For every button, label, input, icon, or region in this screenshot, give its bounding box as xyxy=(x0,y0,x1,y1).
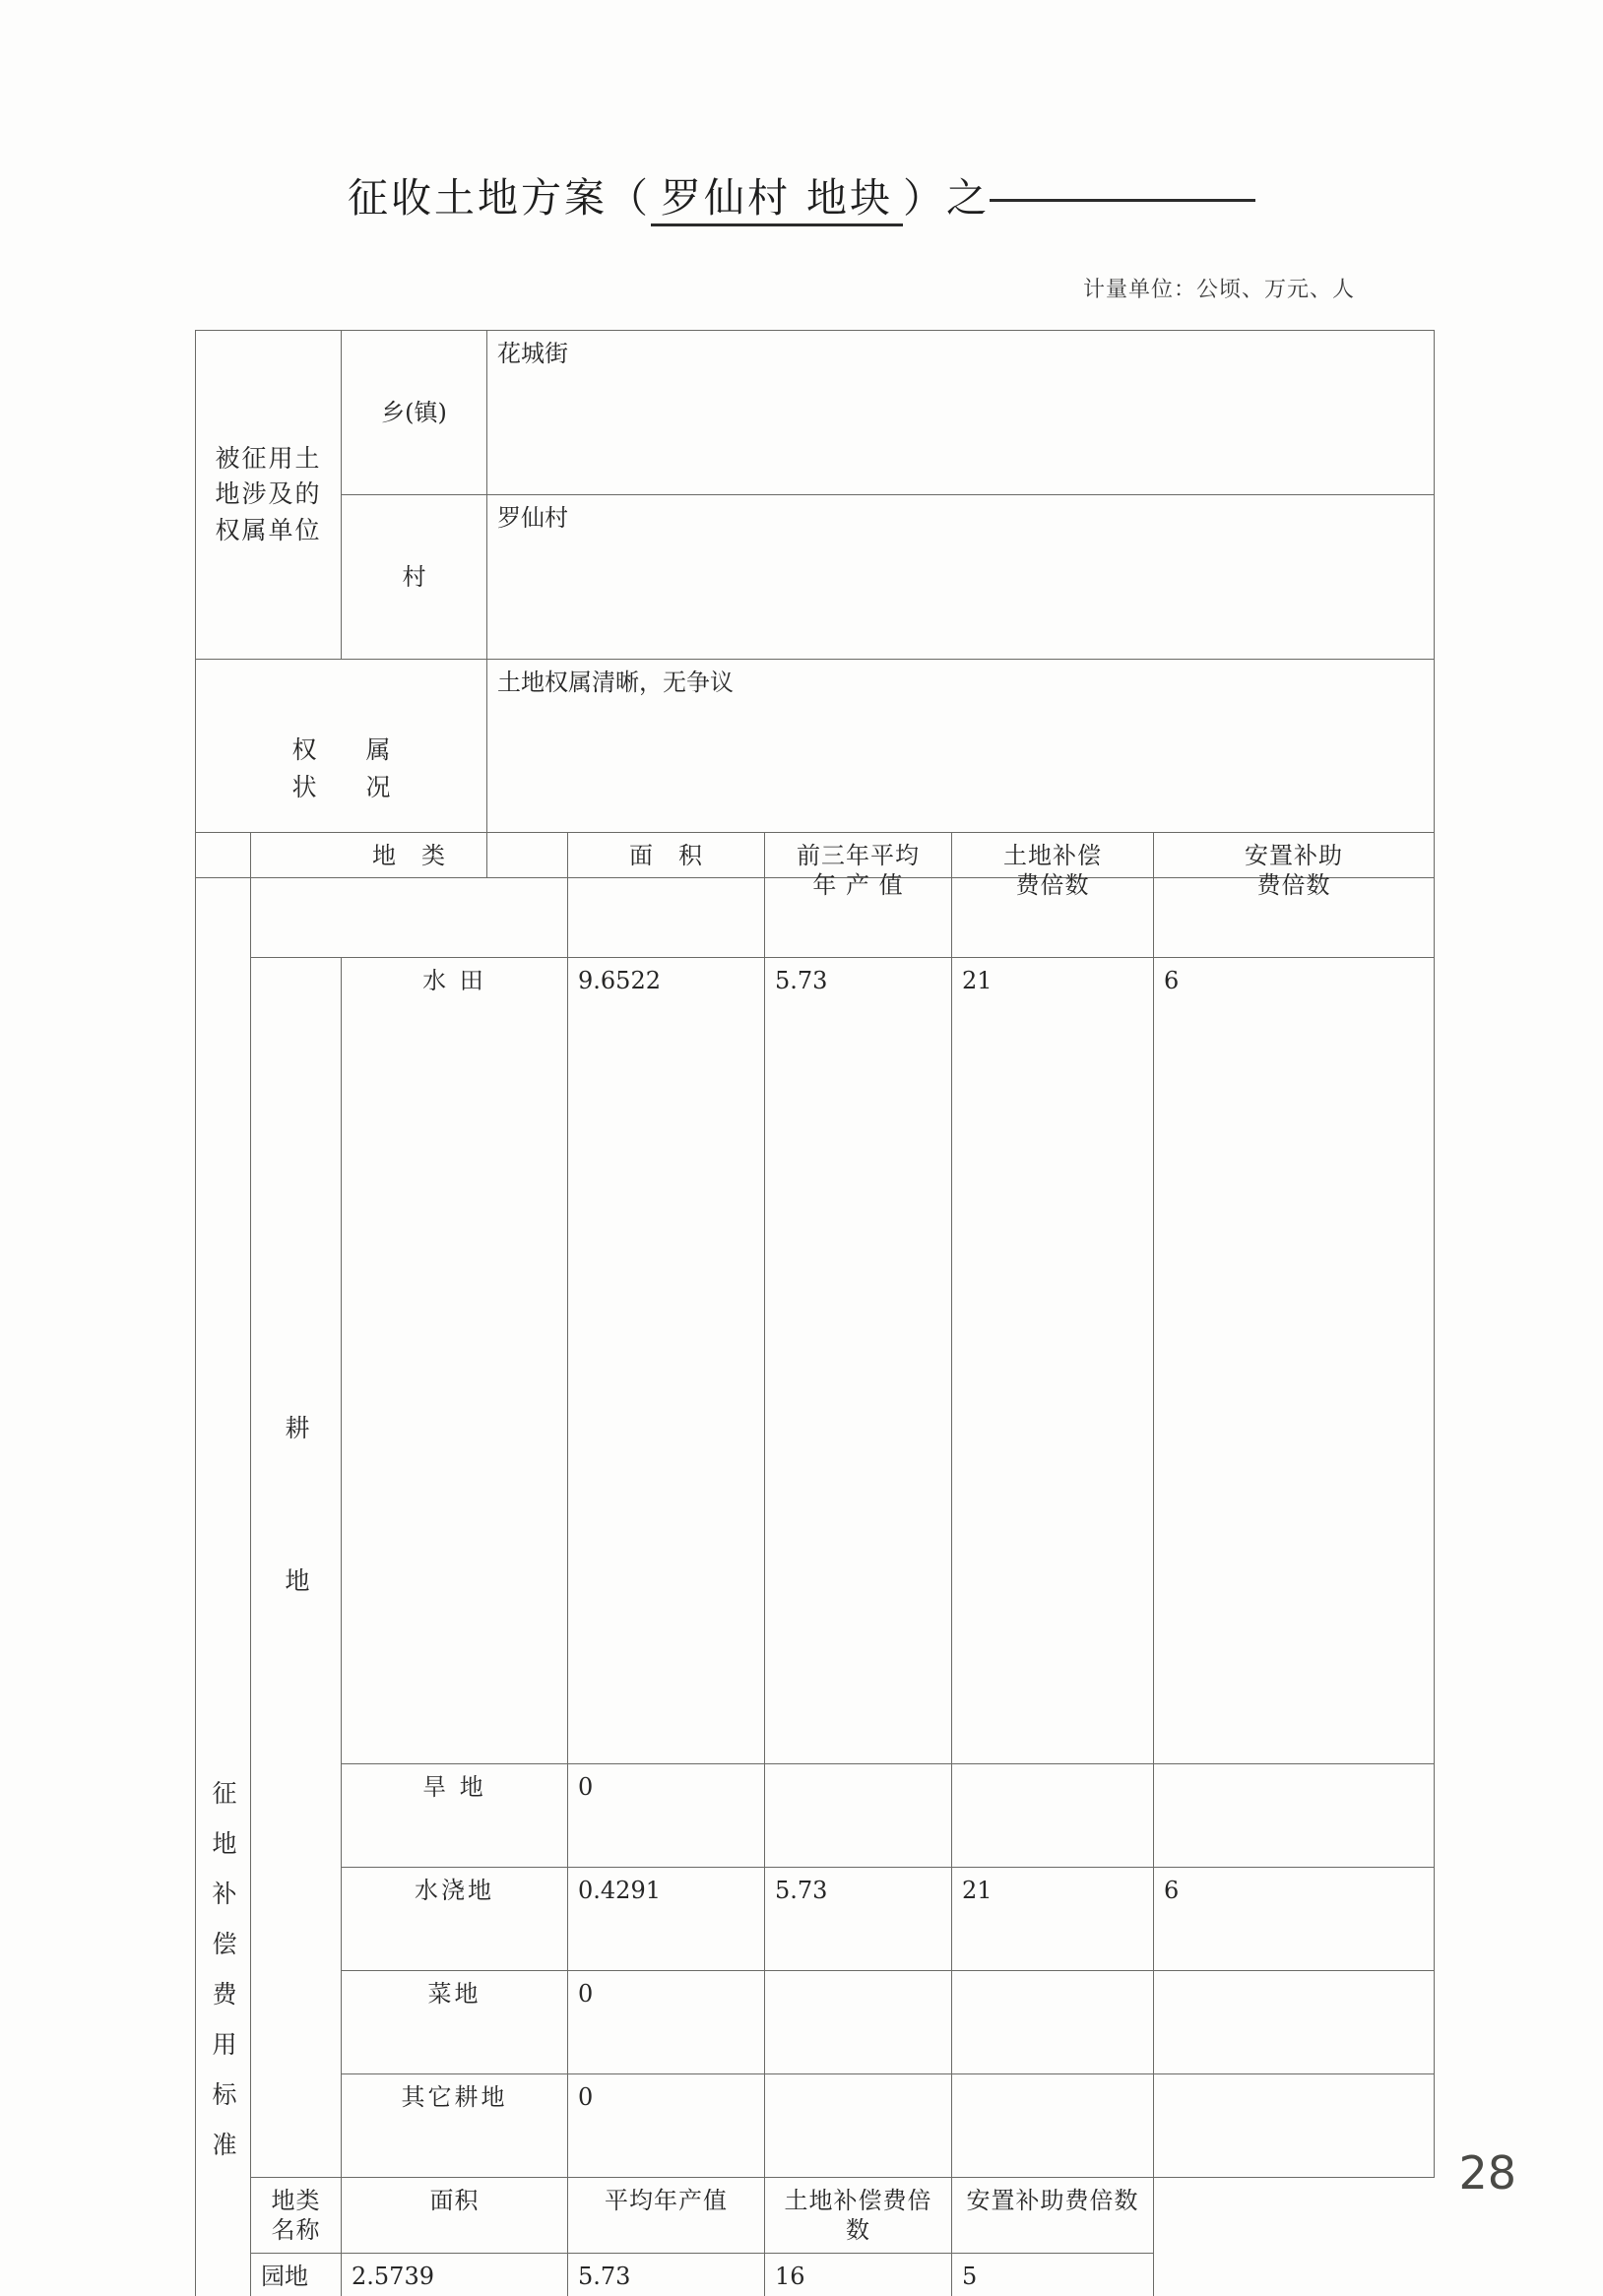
village-value: 罗仙村 xyxy=(487,495,1435,660)
table-row xyxy=(196,1971,1435,2074)
table-row xyxy=(196,331,1435,495)
sub-col-header-area: 面积 xyxy=(342,2178,568,2254)
page-title xyxy=(0,165,1603,226)
ownership-status-label-line2: 状 况 xyxy=(291,772,391,801)
title-trailing-blank xyxy=(990,165,1255,202)
table-header-row xyxy=(196,833,1435,958)
ownership-status-value: 土地权属清晰，无争议 xyxy=(487,660,1435,878)
col-header-annual-value-line2: 年 产 值 xyxy=(812,871,904,899)
land-compensation-multiple xyxy=(952,1764,1154,1868)
table-header-row xyxy=(196,2178,1435,2254)
land-type-name: 园地 xyxy=(251,2254,342,2296)
table-row xyxy=(196,2074,1435,2178)
sub-col-header-land-type-name: 地类名称 xyxy=(251,2178,342,2254)
land-type-name: 旱 地 xyxy=(342,1764,568,1868)
col-header-resettlement-subsidy xyxy=(1154,833,1435,958)
title-plot-name: 罗仙村 地块 xyxy=(651,165,903,226)
land-annual-value xyxy=(765,2074,952,2178)
col-header-annual-value xyxy=(765,833,952,958)
col-header-resettlement-subsidy-line2: 费倍数 xyxy=(1256,871,1331,899)
table-row xyxy=(196,1764,1435,1868)
compensation-standard-table xyxy=(195,832,1435,2296)
land-type-name: 水浇地 xyxy=(342,1868,568,1971)
land-area: 0 xyxy=(568,1764,765,1868)
sub-col-header-land-compensation: 土地补偿费倍数 xyxy=(765,2178,952,2254)
cultivated-group-label-text: 耕地 xyxy=(282,1415,310,1720)
page-number: 28 xyxy=(1458,2146,1516,2200)
table-row xyxy=(196,2254,1435,2296)
table-row xyxy=(196,495,1435,660)
land-annual-value: 5.73 xyxy=(765,958,952,1764)
land-area: 9.6522 xyxy=(568,958,765,1764)
measurement-unit-note: 计量单位：公顷、万元、人 xyxy=(1082,278,1355,302)
resettlement-multiple xyxy=(1154,2074,1435,2178)
ownership-row-label-text: 被征用土地涉及的权属单位 xyxy=(215,444,322,544)
land-area: 2.5739 xyxy=(342,2254,568,2296)
sub-col-header-resettlement-subsidy: 安置补助费倍数 xyxy=(952,2178,1154,2254)
land-area: 0 xyxy=(568,2074,765,2178)
resettlement-multiple xyxy=(1154,1971,1435,2074)
table-row xyxy=(196,1868,1435,1971)
title-prefix: 征收土地方案（ xyxy=(347,174,651,222)
section-label-text: 征地补偿费用标准 xyxy=(209,1780,237,2182)
resettlement-multiple: 6 xyxy=(1154,1868,1435,1971)
col-header-resettlement-subsidy-line1: 安置补助 xyxy=(1245,842,1343,869)
land-compensation-multiple: 21 xyxy=(952,958,1154,1764)
resettlement-multiple: 5 xyxy=(952,2254,1154,2296)
col-header-land-compensation xyxy=(952,833,1154,958)
land-compensation-multiple xyxy=(952,1971,1154,2074)
section-label-cell xyxy=(196,833,251,2296)
land-annual-value: 5.73 xyxy=(568,2254,765,2296)
land-area: 0.4291 xyxy=(568,1868,765,1971)
land-compensation-multiple: 16 xyxy=(765,2254,952,2296)
land-annual-value xyxy=(765,1971,952,2074)
township-value: 花城街 xyxy=(487,331,1435,495)
land-area: 0 xyxy=(568,1971,765,2074)
township-label: 乡(镇) xyxy=(342,331,487,495)
ownership-row-label xyxy=(196,331,342,660)
ownership-status-label-line1: 权 属 xyxy=(291,735,391,764)
col-header-land-compensation-line2: 费倍数 xyxy=(1015,871,1090,899)
col-header-area: 面 积 xyxy=(568,833,765,958)
sub-col-header-annual-value: 平均年产值 xyxy=(568,2178,765,2254)
resettlement-multiple xyxy=(1154,1764,1435,1868)
village-label: 村 xyxy=(342,495,487,660)
ownership-table xyxy=(195,330,1435,878)
land-compensation-multiple xyxy=(952,2074,1154,2178)
title-suffix: ）之 xyxy=(903,174,991,222)
land-annual-value xyxy=(765,1764,952,1868)
table-row xyxy=(196,958,1435,1764)
cultivated-group-label-cell xyxy=(251,958,342,2178)
col-header-land-type: 地 类 xyxy=(251,833,568,958)
resettlement-multiple: 6 xyxy=(1154,958,1435,1764)
land-type-name: 菜地 xyxy=(342,1971,568,2074)
col-header-annual-value-line1: 前三年平均 xyxy=(797,842,920,869)
land-compensation-multiple: 21 xyxy=(952,1868,1154,1971)
col-header-land-compensation-line1: 土地补偿 xyxy=(1003,842,1102,869)
land-type-name: 水 田 xyxy=(342,958,568,1764)
land-annual-value: 5.73 xyxy=(765,1868,952,1971)
land-type-name: 其它耕地 xyxy=(342,2074,568,2178)
